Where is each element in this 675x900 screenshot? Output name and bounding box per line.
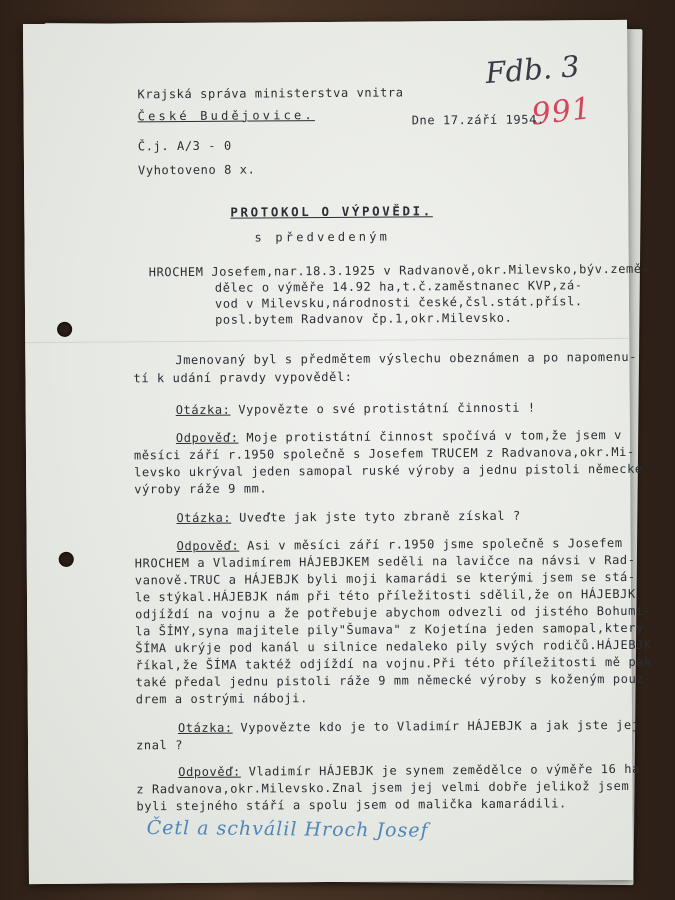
- intro-line: posl.bytem Radvanov čp.1,okr.Milevsko.: [215, 310, 513, 327]
- intro-line: dělec o výměře 14.92 ha,t.č.zaměstnanec KVP,zá-: [214, 278, 583, 295]
- answer-text: Moje protistátní činnost spočívá v tom,že jsem v: [246, 427, 622, 445]
- answer-line: levsko ukrýval jeden samopal ruské výroby a jednu pistoli německé: [134, 461, 643, 480]
- question-label: Otázka:: [176, 510, 232, 526]
- answer-line: z Radvanova,okr.Milevsko.Znal jsem jej velmi dobře jelikož jsem: [136, 778, 630, 797]
- opening-line: Jmenovaný byl s předmětem výslechu obeznámen a po napomenu-: [175, 349, 638, 368]
- copies-count: Vyhotoveno 8 x.: [137, 162, 256, 178]
- answer-line: odjíždí na vojnu a že potřebuje abychom odvezli od jistého Bohumi-: [135, 603, 652, 622]
- answer-line: byli stejného stáří a spolu jsem od malička kamarádili.: [136, 796, 567, 814]
- page-crease: [25, 338, 629, 343]
- answer-1-first: [176, 428, 622, 445]
- intro-line: vod v Milevsku,národnosti české,čsl.stát.přísl.: [214, 294, 583, 311]
- question-1: [176, 401, 536, 418]
- answer-line: ŠÍMA ukrýje pod kanál u silnice nedaleko pily svých rodičů.HÁJEBJK: [135, 637, 652, 656]
- handwritten-number: 991: [529, 91, 594, 133]
- punch-hole: [59, 552, 74, 567]
- question-label: Otázka:: [175, 402, 231, 418]
- answer-line: drem a ostrými náboji.: [135, 691, 308, 707]
- header-city: České Budějovice.: [137, 108, 315, 124]
- answer-line: také předal jednu pistoli ráže 9 mm německé výroby s koženým pouz-: [135, 671, 653, 690]
- answer-2-first: [177, 536, 623, 553]
- answer-line: vanově.TRUC a HÁJEBJK byli moji kamarádi se kterými jsem se stá-: [134, 569, 636, 588]
- header-office: Krajská správa ministerstva vnitra: [137, 85, 404, 102]
- document-title: PROTOKOL O VÝPOVĚDI.: [230, 203, 433, 220]
- answer-line: říkal,že ŠÍMA taktéž odjíždí na vojnu.Při této příležitosti mě pak: [135, 654, 652, 673]
- answer-line: výroby ráže 9 mm.: [134, 481, 268, 497]
- handwritten-reference: Fdb. 3: [484, 49, 581, 91]
- handwritten-signature: Četl a schválil Hroch Josef: [146, 816, 429, 842]
- answer-line: le stýkal.HÁJEBJK nám při této příležitosti sdělil,že on HÁJEBJK: [134, 586, 636, 605]
- question-label: Otázka:: [177, 720, 233, 736]
- reference-number: Č.j. A/3 - 0: [137, 138, 232, 154]
- answer-label: Odpověď:: [176, 538, 240, 554]
- question-text: Vypovězte o své protistátní činnosti !: [238, 400, 536, 417]
- punch-hole: [57, 322, 72, 337]
- answer-label: Odpověď:: [178, 764, 241, 780]
- opening-line: tí k udání pravdy vypověděl:: [133, 369, 353, 386]
- answer-line: měsíci září r.1950 společně s Josefem TRUCEM z Radvanova,okr.Mi-: [133, 444, 635, 463]
- answer-3-first: [178, 762, 640, 779]
- question-text: Uveďte jak jste tyto zbraně získal ?: [239, 508, 521, 525]
- document-date: Dne 17.září 1954.: [411, 112, 545, 128]
- question-2: [176, 509, 520, 525]
- document-page: [23, 20, 653, 884]
- question-3: [178, 718, 640, 735]
- document-subtitle: s předvedeným: [254, 229, 391, 245]
- question-3-cont: znal ?: [135, 738, 184, 753]
- question-text: Vypovězte kdo je to Vladimír HÁJEBJK a jak jste jej: [240, 717, 640, 735]
- answer-label: Odpověď:: [175, 430, 239, 446]
- intro-line: HROCHEM Josefem,nar.18.3.1925 v Radvanově,okr.Milevsko,býv.země-: [148, 261, 650, 280]
- answer-text: Asi v měsíci září r.1950 jsme společně s Josefem: [247, 535, 623, 553]
- answer-text: Vladimír HÁJEBJK je synem zemědělce o výměře 16 ha: [248, 761, 640, 779]
- answer-line: HROCHEM a Vladimírem HÁJEBJKEM seděli na lavičce na návsi v Rad-: [134, 552, 636, 571]
- answer-line: la ŠÍMY,syna majitele pily"Šumava" z Kojetína jeden samopal,který: [135, 620, 644, 639]
